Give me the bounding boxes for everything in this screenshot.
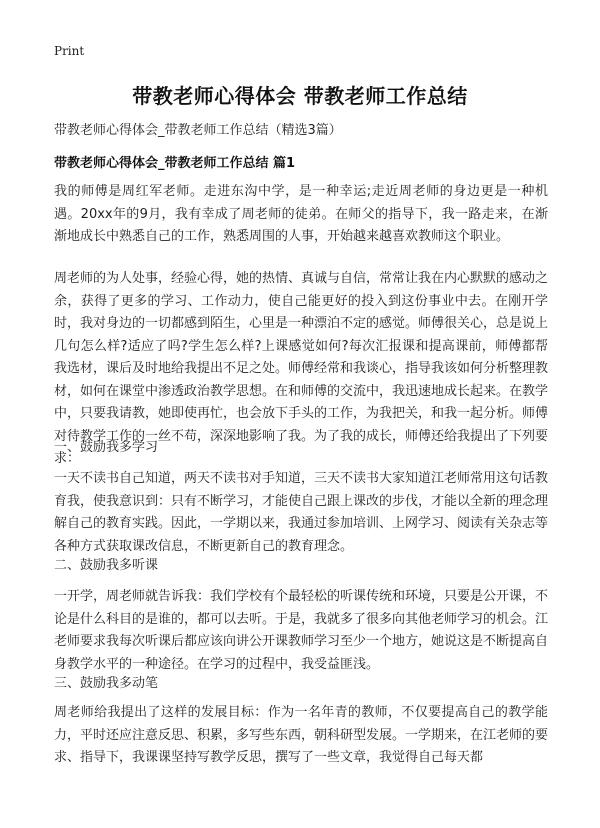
item-text-study: 一天不读书自己知道，两天不读书对手知道，三天不读书大家知道江老师常用这句话教育我，使我意识到：只有不断学习，才能使自己跟上课改的步伐，才能以全新的理念理解自己的教育实践。因此，一学期以来，我通过参加培训、上网学习、阅读有关杂志等各种方式获取课改信息，不断更新自己的教育理念。	[54, 471, 549, 554]
page-title: 带教老师心得体会 带教老师工作总结	[132, 84, 468, 108]
item-heading-observe: 二、鼓励我多听课	[54, 558, 159, 573]
item-heading-write: 三、鼓励我多动笔	[54, 676, 159, 691]
item-heading-study: 一、鼓励我多学习	[54, 440, 159, 455]
paragraph-intro: 我的师傅是周红军老师。走进东沟中学，是一种幸运;走近周老师的身边更是一种机遇。20xx年的9月，我有幸成了周老师的徒弟。在师父的指导下，我一路走来，在渐渐地成长中熟悉自己的工作，熟悉周围的人事，开始越来越喜欢教师这个职业。	[54, 184, 548, 244]
document-subtitle: 带教老师心得体会_带教老师工作总结（精选3篇）	[54, 123, 342, 138]
item-text-write: 周老师给我提出了这样的发展目标：作为一名年青的教师，不仅要提高自己的教学能力，平时还应注意反思、积累，多写些东西，朝科研型发展。一学期来，在江老师的要求、指导下，我课课坚持写教学反思，撰写了一些文章，我觉得自己每天都	[54, 705, 549, 765]
print-link[interactable]: Print	[54, 44, 85, 58]
section-heading: 带教老师心得体会_带教老师工作总结 篇1	[54, 156, 296, 171]
paragraph-mentor: 周老师的为人处事，经验心得，她的热情、真诚与自信，常常让我在内心默默的感动之余，获得了更多的学习、工作动力，使自己能更好的投入到这份事业中去。在刚开学时，我对身边的一切都感到陌生，心里是一种漂泊不定的感觉。师傅很关心，总是说上几句怎么样?适应了吗?学生怎么样?上课感觉如何?每次汇报课和提高课前，师傅都帮我选材，课后及时地给我提出不足之处。师傅经常和我谈心，指导我该如何分析整理教材，如何在课堂中渗透政治教学思想。在和师傅的交流中，我迅速地成长起来。在教学中，只要我请教，她即使再忙，也会放下手头的工作，为我把关，和我一起分析。师傅对待教学工作的一丝不苟，深深地影响了我。为了我的成长，师傅还给我提出了下列要求：	[54, 271, 549, 466]
item-text-observe: 一开学，周老师就告诉我：我们学校有个最轻松的听课传统和环境，只要是公开课，不论是什么科目的是谁的，都可以去听。于是，我就多了很多向其他老师学习的机会。江老师要求我每次听课后都应该向讲公开课教师学习至少一个地方，她说这是不断提高自身教学水平的一种途径。在学习的过程中，我受益匪浅。	[54, 589, 549, 672]
